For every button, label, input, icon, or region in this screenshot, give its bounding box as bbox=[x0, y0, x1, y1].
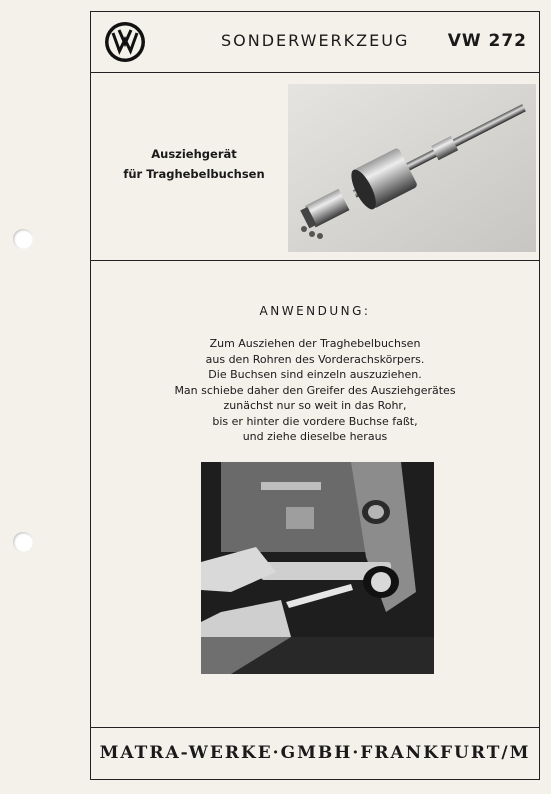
sheet-title: SONDERWERKZEUG bbox=[221, 31, 410, 50]
manufacturer-footer: MATRA-WERKE·GMBH·FRANKFURT/M bbox=[99, 743, 531, 763]
tool-section bbox=[91, 72, 539, 261]
tool-photo bbox=[288, 84, 536, 252]
tool-name-line2: für Traghebelbuchsen bbox=[123, 167, 265, 181]
tool-name-line1: Ausziehgerät bbox=[151, 147, 237, 161]
sheet-header bbox=[91, 12, 539, 73]
application-line: zunächst nur so weit in das Rohr, bbox=[223, 399, 407, 412]
application-section bbox=[91, 260, 539, 728]
application-line: aus den Rohren des Vorderachskörpers. bbox=[205, 352, 425, 366]
tool-name bbox=[99, 144, 289, 184]
punch-hole-bottom bbox=[13, 532, 33, 552]
tool-code: VW 272 bbox=[447, 31, 527, 51]
application-heading: ANWENDUNG: bbox=[259, 304, 371, 318]
application-line: und ziehe dieselbe heraus bbox=[242, 430, 388, 443]
application-text bbox=[91, 336, 539, 445]
tool-sheet bbox=[90, 11, 540, 780]
vw-logo-icon bbox=[104, 21, 146, 63]
application-line: bis er hinter die vordere Buchse faßt, bbox=[212, 414, 418, 428]
application-line: Die Buchsen sind einzeln auszuziehen. bbox=[208, 368, 422, 381]
application-line: Man schiebe daher den Greifer des Ausziehgerätes bbox=[174, 383, 456, 397]
punch-hole-top bbox=[13, 229, 33, 249]
application-line: Zum Ausziehen der Traghebelbuchsen bbox=[209, 337, 421, 350]
usage-photo bbox=[201, 462, 434, 674]
